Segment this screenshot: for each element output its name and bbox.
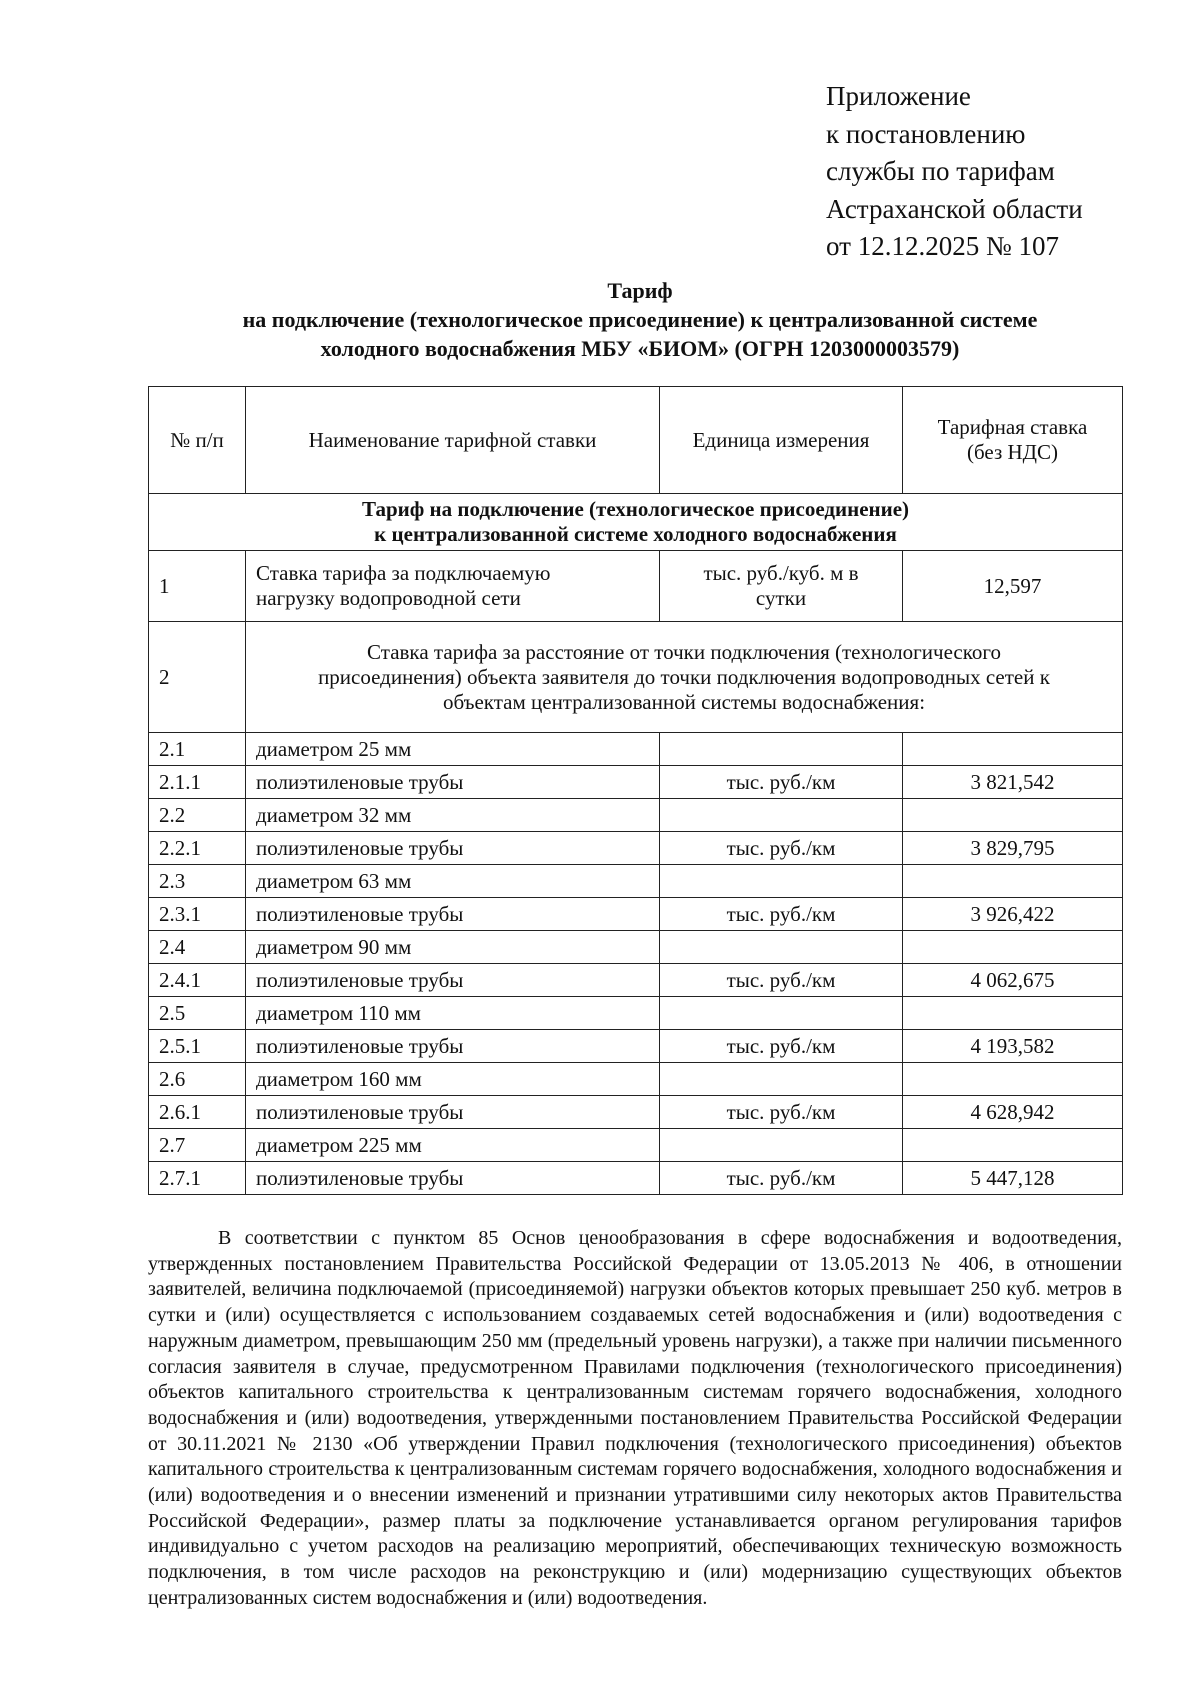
row-rate: 12,597 (903, 551, 1123, 622)
row-num: 2.6 (149, 1063, 246, 1096)
row-rate: 4 628,942 (903, 1096, 1123, 1129)
row-num: 2.1 (149, 733, 246, 766)
row-num: 2.5.1 (149, 1030, 246, 1063)
row-num: 2.4 (149, 931, 246, 964)
row-unit: тыс. руб./км (660, 964, 903, 997)
row-num: 2.7.1 (149, 1162, 246, 1195)
row-num: 2.7 (149, 1129, 246, 1162)
row-unit: тыс. руб./км (660, 832, 903, 865)
row-num: 2.1.1 (149, 766, 246, 799)
appendix-line: Астраханской области (826, 193, 1083, 224)
title-line: холодного водоснабжения МБУ «БИОМ» (ОГРН 1203000003579) (320, 336, 960, 361)
row-name: полиэтиленовые трубы (246, 964, 660, 997)
row-name (246, 551, 660, 622)
row-description-line: объектам централизованной системы водоснабжения: (442, 689, 926, 714)
row-unit: тыс. руб./км (660, 898, 903, 931)
row-num: 2.3.1 (149, 898, 246, 931)
row-name: полиэтиленовые трубы (246, 766, 660, 799)
row-name: полиэтиленовые трубы (246, 1030, 660, 1063)
row-unit (660, 1063, 903, 1096)
row-unit: тыс. руб./км (660, 1162, 903, 1195)
row-unit (660, 551, 903, 622)
row-num: 2.4.1 (149, 964, 246, 997)
row-name: диаметром 32 мм (246, 799, 660, 832)
row-description-line: присоединения) объекта заявителя до точки подключения водопроводных сетей к (318, 664, 1050, 689)
header-rate-line: (без НДС) (966, 440, 1058, 464)
table-row (149, 1063, 1123, 1096)
row-num: 2.2 (149, 799, 246, 832)
row-rate: 3 829,795 (903, 832, 1123, 865)
row-unit (660, 1129, 903, 1162)
appendix-block (826, 78, 1083, 266)
title-line: на подключение (технологическое присоединение) к централизованной системе (242, 307, 1038, 332)
row-unit: тыс. руб./км (660, 766, 903, 799)
table-row (149, 551, 1123, 622)
tariff-table (148, 386, 1123, 1195)
row-rate: 3 926,422 (903, 898, 1123, 931)
row-unit (660, 799, 903, 832)
row-num: 2 (149, 622, 246, 733)
table-row (149, 898, 1123, 931)
table-row (149, 1096, 1123, 1129)
table-row (149, 1129, 1123, 1162)
table-row (149, 766, 1123, 799)
row-num: 2.6.1 (149, 1096, 246, 1129)
row-name: диаметром 90 мм (246, 931, 660, 964)
row-name: полиэтиленовые трубы (246, 832, 660, 865)
row-name-line: Ставка тарифа за подключаемую (256, 561, 551, 585)
detail-rows (149, 733, 1123, 1195)
row-unit (660, 865, 903, 898)
row-rate (903, 799, 1123, 832)
row-rate: 5 447,128 (903, 1162, 1123, 1195)
appendix-line: к постановлению (826, 118, 1026, 149)
row-rate (903, 733, 1123, 766)
header-rate-line: Тарифная ставка (937, 415, 1088, 439)
row-name: полиэтиленовые трубы (246, 1096, 660, 1129)
appendix-line: от 12.12.2025 № 107 (826, 231, 1059, 261)
table-row (149, 931, 1123, 964)
row-rate: 4 062,675 (903, 964, 1123, 997)
table-row (149, 622, 1123, 733)
row-name: диаметром 63 мм (246, 865, 660, 898)
table-row (149, 964, 1123, 997)
row-name: диаметром 160 мм (246, 1063, 660, 1096)
row-num: 2.3 (149, 865, 246, 898)
row-name-line: нагрузку водопроводной сети (256, 586, 521, 610)
section-row (149, 494, 1123, 551)
section-line: Тариф на подключение (технологическое присоединение) (361, 497, 910, 521)
row-rate (903, 1129, 1123, 1162)
footnote-paragraph: В соответствии с пунктом 85 Основ ценообразования в сфере водоснабжения и водоотведения, утвержденных постановлением Правительства Российской Федерации от 13.05.2013 № 406, в отношении заявителей, величина подключаемой (присоединяемой) нагрузки объектов которых превышает 250 куб. метров в сутки и (или) осуществляется с использованием создаваемых сетей водоснабжения и (или) водоотведения с наружным диаметром, превышающим 250 мм (предельный уровень нагрузки), а также при наличии письменного согласия заявителя в случае, предусмотренном Правилами подключения (технологического присоединения) объектов капитального строительства к централизованным системам горячего водоснабжения, холодного водоснабжения и (или) водоотведения, утвержденными постановлением Правительства Российской Федерации от 30.11.2021 № 2130 «Об утверждении Правил подключения (технологического присоединения) объектов капитального строительства к централизованным системам горячего водоснабжения, холодного водоснабжения и (или) водоотведения и о внесении изменений и признании утратившими силу некоторых актов Правительства Российской Федерации», размер платы за подключение устанавливается органом регулирования тарифов индивидуально с учетом расходов на реализацию мероприятий, обеспечивающих техническую возможность подключения, в том числе расходов на реконструкцию и (или) модернизацию существующих объектов централизованных систем водоснабжения и (или) водоотведения. (148, 1227, 1122, 1609)
row-unit: тыс. руб./км (660, 1096, 903, 1129)
header-num: № п/п (149, 387, 246, 494)
document-title (140, 276, 1140, 363)
row-unit: тыс. руб./км (660, 1030, 903, 1063)
row-description-line: Ставка тарифа за расстояние от точки подключения (технологического (367, 639, 1001, 664)
appendix-line: Приложение (826, 81, 971, 111)
table-row (149, 799, 1123, 832)
table-row (149, 1030, 1123, 1063)
row-name: диаметром 25 мм (246, 733, 660, 766)
section-title (149, 494, 1123, 551)
table-header-row (149, 387, 1123, 494)
row-num: 2.5 (149, 997, 246, 1030)
table-row (149, 997, 1123, 1030)
row-rate (903, 931, 1123, 964)
row-rate (903, 1063, 1123, 1096)
appendix-line: службы по тарифам (826, 156, 1055, 186)
table-row (149, 865, 1123, 898)
row-unit (660, 997, 903, 1030)
header-rate (903, 387, 1123, 494)
table-row (149, 832, 1123, 865)
row-description (246, 622, 1123, 733)
row-unit-line: тыс. руб./куб. м в (703, 561, 859, 585)
section-line: к централизованной системе холодного водоснабжения (374, 522, 897, 546)
table-row (149, 733, 1123, 766)
row-name: диаметром 225 мм (246, 1129, 660, 1162)
row-unit-line: сутки (755, 586, 807, 610)
row-rate (903, 997, 1123, 1030)
header-name: Наименование тарифной ставки (246, 387, 660, 494)
header-unit: Единица измерения (660, 387, 903, 494)
row-name: полиэтиленовые трубы (246, 1162, 660, 1195)
row-num: 1 (149, 551, 246, 622)
table-row (149, 1162, 1123, 1195)
row-name: диаметром 110 мм (246, 997, 660, 1030)
row-unit (660, 733, 903, 766)
title-line: Тариф (607, 278, 673, 303)
row-num: 2.2.1 (149, 832, 246, 865)
row-name: полиэтиленовые трубы (246, 898, 660, 931)
row-unit (660, 931, 903, 964)
row-rate: 4 193,582 (903, 1030, 1123, 1063)
row-rate: 3 821,542 (903, 766, 1123, 799)
row-rate (903, 865, 1123, 898)
